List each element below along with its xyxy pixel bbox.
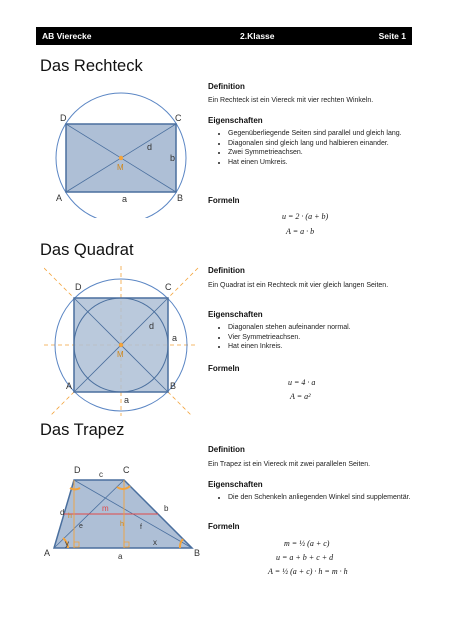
properties-list	[208, 324, 414, 353]
label-c: c	[99, 470, 103, 479]
trapez-figure	[44, 458, 214, 568]
label-h-left: h	[68, 513, 72, 520]
formula: u = a + b + c + d	[276, 553, 334, 562]
label-D: D	[74, 465, 81, 475]
section-title-rechteck: Das Rechteck	[40, 57, 143, 75]
formulas-label: Formeln	[208, 196, 240, 205]
header-class: 2.Klasse	[240, 31, 275, 41]
label-B: B	[170, 381, 177, 391]
label-M: M	[117, 163, 124, 172]
list-item: • Hat einen Inkreis.	[228, 343, 414, 352]
formulas-label: Formeln	[208, 522, 240, 531]
label-C: C	[175, 113, 182, 123]
label-a: a	[118, 552, 123, 561]
definition-label: Definition	[208, 445, 245, 454]
label-h-right: h	[120, 521, 124, 528]
section-title-quadrat: Das Quadrat	[40, 241, 134, 259]
label-d: d	[149, 321, 155, 331]
list-item: • Zwei Symmetrieachsen.	[228, 149, 414, 158]
label-b: b	[164, 504, 169, 513]
label-x: x	[153, 538, 157, 547]
label-B: B	[177, 193, 184, 203]
label-M: M	[117, 350, 124, 359]
label-a: a	[122, 194, 128, 204]
properties-list	[208, 130, 414, 168]
label-b: b	[170, 153, 176, 163]
label-C: C	[123, 465, 130, 475]
rechteck-figure	[44, 88, 234, 218]
definition-text: Ein Trapez ist ein Viereck mit zwei parallelen Seiten.	[208, 461, 371, 468]
page-header	[36, 27, 412, 45]
properties-label: Eigenschaften	[208, 116, 263, 125]
label-d: d	[147, 142, 153, 152]
header-page: Seite 1	[378, 31, 406, 41]
label-m: m	[102, 504, 109, 513]
label-e: e	[79, 523, 83, 530]
section-title-trapez: Das Trapez	[40, 421, 125, 439]
label-A: A	[56, 193, 63, 203]
list-item: • Vier Symmetrieachsen.	[228, 334, 414, 343]
formula: u = 4 · a	[288, 378, 316, 387]
label-B: B	[194, 548, 201, 558]
label-a-bottom: a	[124, 395, 130, 405]
properties-list	[208, 494, 414, 504]
definition-text: Ein Quadrat ist ein Rechteck mit vier gleich langen Seiten.	[208, 282, 389, 289]
label-a-right: a	[172, 333, 178, 343]
properties-label: Eigenschaften	[208, 480, 263, 489]
formula: A = a · b	[286, 227, 315, 236]
label-D: D	[60, 113, 67, 123]
quadrat-figure	[44, 266, 234, 416]
label-A: A	[44, 548, 51, 558]
definition-text: Ein Rechteck ist ein Viereck mit vier rechten Winkeln.	[208, 97, 374, 104]
formulas-label: Formeln	[208, 364, 240, 373]
list-item: • Diagonalen sind gleich lang und halbieren einander.	[228, 140, 414, 149]
definition-label: Definition	[208, 266, 245, 275]
definition-label: Definition	[208, 82, 245, 91]
label-f: f	[140, 524, 142, 531]
formula: u = 2 · (a + b)	[282, 212, 329, 221]
list-item: • Die den Schenkeln anliegenden Winkel sind supplementär.	[228, 494, 414, 503]
label-D: D	[75, 282, 82, 292]
header-title: AB Vierecke	[42, 31, 92, 41]
properties-label: Eigenschaften	[208, 310, 263, 319]
formula: A = ½ (a + c) · h = m · h	[268, 567, 348, 576]
label-y: y	[65, 539, 69, 548]
formula: A = a²	[290, 392, 311, 401]
label-d: d	[60, 508, 65, 517]
formula: m = ½ (a + c)	[284, 539, 330, 548]
list-item: • Hat einen Umkreis.	[228, 159, 414, 168]
list-item: • Diagonalen stehen aufeinander normal.	[228, 324, 414, 333]
label-A: A	[66, 381, 73, 391]
list-item: • Gegenüberliegende Seiten sind parallel und gleich lang.	[228, 130, 414, 139]
label-C: C	[165, 282, 172, 292]
